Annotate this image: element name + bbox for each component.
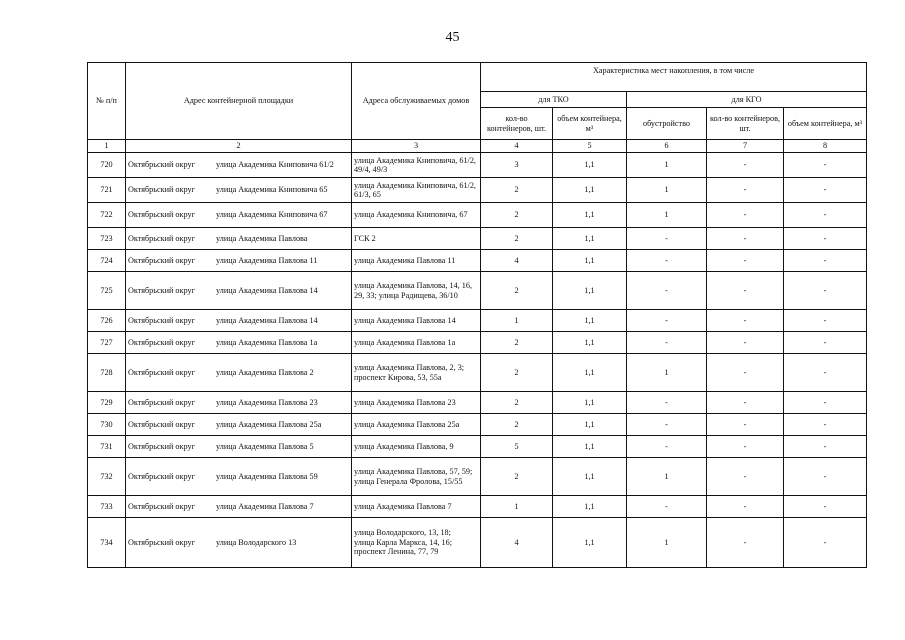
row-number: 733 [88,496,126,518]
address-wrap [128,502,349,511]
container-address [126,203,352,228]
col-number: 8 [784,140,867,153]
tko-volume: 1,1 [553,272,627,310]
tko-volume: 1,1 [553,436,627,458]
served-houses: улица Академика Книповича, 67 [352,203,481,228]
served-houses: улица Академика Павлова 1а [352,332,481,354]
district-label: Октябрьский округ [128,185,195,195]
header-tko: для ТКО [481,92,627,108]
served-houses: улица Академика Павлова 11 [352,250,481,272]
container-address [126,332,352,354]
col-number: 3 [352,140,481,153]
kgo-count: - [707,332,784,354]
kgo-equip: 1 [627,354,707,392]
container-address [126,228,352,250]
kgo-equip: 1 [627,153,707,178]
served-houses: улица Академика Книповича, 61/2, 49/4, 49/3 [352,153,481,178]
kgo-count: - [707,518,784,568]
district-label: Октябрьский округ [128,160,195,170]
kgo-equip: 1 [627,458,707,496]
table-body [88,153,867,568]
kgo-volume: - [784,436,867,458]
kgo-volume: - [784,392,867,414]
tko-count: 1 [481,310,553,332]
street-address: улица Володарского 13 [216,537,297,547]
tko-count: 2 [481,332,553,354]
table-row [88,392,867,414]
tko-volume: 1,1 [553,414,627,436]
tko-volume: 1,1 [553,392,627,414]
kgo-volume: - [784,414,867,436]
kgo-equip: - [627,414,707,436]
header-kgo-equip: обустройство [627,108,707,140]
address-wrap [128,160,349,169]
col-number: 5 [553,140,627,153]
street-address: улица Академика Павлова 14 [216,315,318,325]
table-row [88,332,867,354]
street-address: улица Академика Павлова 7 [216,501,314,511]
served-houses: улица Академика Павлова, 57, 59; улица Генерала Фролова, 15/55 [352,458,481,496]
container-address [126,250,352,272]
table-row [88,436,867,458]
container-address [126,414,352,436]
kgo-equip: - [627,436,707,458]
row-number: 732 [88,458,126,496]
address-wrap [128,368,349,377]
tko-count: 2 [481,458,553,496]
tko-volume: 1,1 [553,310,627,332]
container-address [126,392,352,414]
district-label: Октябрьский округ [128,441,195,451]
street-address: улица Академика Павлова 23 [216,397,318,407]
container-address [126,436,352,458]
container-address [126,458,352,496]
served-houses: улица Академика Павлова 14 [352,310,481,332]
table-row [88,458,867,496]
address-wrap [128,256,349,265]
street-address: улица Академика Павлова 2 [216,367,314,377]
kgo-volume: - [784,332,867,354]
tko-volume: 1,1 [553,332,627,354]
tko-volume: 1,1 [553,178,627,203]
kgo-count: - [707,310,784,332]
district-label: Октябрьский округ [128,501,195,511]
served-houses: улица Академика Книповича, 61/2, 61/3, 65 [352,178,481,203]
col-number: 7 [707,140,784,153]
served-houses: улица Академика Павлова 23 [352,392,481,414]
address-wrap [128,538,349,547]
kgo-count: - [707,272,784,310]
row-number: 734 [88,518,126,568]
address-wrap [128,316,349,325]
tko-volume: 1,1 [553,228,627,250]
container-sites-table [87,62,867,568]
kgo-equip: 1 [627,178,707,203]
kgo-count: - [707,228,784,250]
kgo-equip: - [627,228,707,250]
header-served: Адреса обслуживаемых домов [352,63,481,140]
address-wrap [128,338,349,347]
row-number: 729 [88,392,126,414]
district-label: Октябрьский округ [128,419,195,429]
table-row [88,310,867,332]
kgo-equip: - [627,250,707,272]
street-address: улица Академика Павлова 59 [216,471,318,481]
header-characteristics: Характеристика мест накопления, в том числе [481,63,867,92]
col-number: 1 [88,140,126,153]
table-row [88,414,867,436]
tko-volume: 1,1 [553,153,627,178]
header-address: Адрес контейнерной площадки [126,63,352,140]
tko-count: 4 [481,250,553,272]
row-number: 731 [88,436,126,458]
kgo-equip: - [627,496,707,518]
header-tko-count: кол-во контейнеров, шт. [481,108,553,140]
header-kgo-count: кол-во контейнеров, шт. [707,108,784,140]
kgo-volume: - [784,354,867,392]
kgo-volume: - [784,178,867,203]
tko-count: 2 [481,178,553,203]
kgo-equip: - [627,332,707,354]
tko-volume: 1,1 [553,203,627,228]
address-wrap [128,442,349,451]
container-address [126,518,352,568]
kgo-count: - [707,178,784,203]
served-houses: улица Академика Павлова, 14, 16, 29, 33; улица Радищева, 36/10 [352,272,481,310]
district-label: Октябрьский округ [128,285,195,295]
tko-count: 1 [481,496,553,518]
table-row [88,518,867,568]
tko-count: 2 [481,354,553,392]
address-wrap [128,234,349,243]
col-number: 6 [627,140,707,153]
kgo-volume: - [784,518,867,568]
table-header [88,63,867,153]
district-label: Октябрьский округ [128,397,195,407]
tko-volume: 1,1 [553,458,627,496]
table-row [88,178,867,203]
container-address [126,153,352,178]
district-label: Октябрьский округ [128,210,195,220]
container-address [126,178,352,203]
served-houses: улица Академика Павлова, 2, 3; проспект Кирова, 53, 55а [352,354,481,392]
kgo-count: - [707,250,784,272]
street-address: улица Академика Книповича 65 [216,185,328,195]
tko-count: 2 [481,414,553,436]
street-address: улица Академика Книповича 67 [216,210,328,220]
kgo-volume: - [784,250,867,272]
served-houses: улица Академика Павлова 7 [352,496,481,518]
table-row [88,496,867,518]
kgo-equip: 1 [627,203,707,228]
kgo-equip: - [627,392,707,414]
table-row [88,203,867,228]
tko-count: 2 [481,272,553,310]
container-address [126,354,352,392]
address-wrap [128,398,349,407]
address-wrap [128,185,349,194]
address-wrap [128,472,349,481]
kgo-count: - [707,436,784,458]
kgo-count: - [707,392,784,414]
district-label: Октябрьский округ [128,233,195,243]
tko-count: 2 [481,203,553,228]
kgo-volume: - [784,228,867,250]
table-row [88,250,867,272]
address-wrap [128,210,349,219]
kgo-count: - [707,458,784,496]
street-address: улица Академика Книповича 61/2 [216,160,334,170]
street-address: улица Академика Павлова [216,233,308,243]
row-number: 724 [88,250,126,272]
kgo-count: - [707,354,784,392]
kgo-count: - [707,496,784,518]
kgo-count: - [707,153,784,178]
street-address: улица Академика Павлова 1а [216,337,318,347]
tko-volume: 1,1 [553,250,627,272]
page-number: 45 [445,30,460,45]
table-row [88,153,867,178]
tko-count: 4 [481,518,553,568]
address-wrap [128,286,349,295]
container-address [126,310,352,332]
street-address: улица Академика Павлова 11 [216,255,318,265]
header-tko-volume: объем контейнера, м³ [553,108,627,140]
tko-volume: 1,1 [553,496,627,518]
column-number-row [88,140,867,153]
kgo-count: - [707,203,784,228]
served-houses: улица Академика Павлова 25а [352,414,481,436]
kgo-volume: - [784,203,867,228]
kgo-volume: - [784,310,867,332]
address-wrap [128,420,349,429]
row-number: 726 [88,310,126,332]
row-number: 730 [88,414,126,436]
district-label: Октябрьский округ [128,367,195,377]
container-address [126,496,352,518]
kgo-volume: - [784,458,867,496]
header-kgo-volume: объем контейнера, м³ [784,108,867,140]
col-number: 2 [126,140,352,153]
row-number: 720 [88,153,126,178]
header-kgo: для КГО [627,92,867,108]
kgo-count: - [707,414,784,436]
tko-count: 3 [481,153,553,178]
served-houses: улица Володарского, 13, 18; улица Карла Маркса, 14, 16; проспект Ленина, 77, 79 [352,518,481,568]
kgo-volume: - [784,496,867,518]
served-houses: ГСК 2 [352,228,481,250]
row-number: 721 [88,178,126,203]
tko-count: 2 [481,228,553,250]
kgo-volume: - [784,272,867,310]
table-row [88,272,867,310]
kgo-equip: - [627,310,707,332]
tko-volume: 1,1 [553,354,627,392]
served-houses: улица Академика Павлова, 9 [352,436,481,458]
row-number: 722 [88,203,126,228]
tko-count: 2 [481,392,553,414]
tko-volume: 1,1 [553,518,627,568]
district-label: Октябрьский округ [128,315,195,325]
table-row [88,354,867,392]
street-address: улица Академика Павлова 25а [216,419,322,429]
container-address [126,272,352,310]
row-number: 725 [88,272,126,310]
kgo-equip: 1 [627,518,707,568]
district-label: Октябрьский округ [128,255,195,265]
header-num: № п/п [88,63,126,140]
row-number: 727 [88,332,126,354]
kgo-volume: - [784,153,867,178]
table-row [88,228,867,250]
row-number: 728 [88,354,126,392]
district-label: Октябрьский округ [128,337,195,347]
street-address: улица Академика Павлова 14 [216,285,318,295]
row-number: 723 [88,228,126,250]
col-number: 4 [481,140,553,153]
district-label: Октябрьский округ [128,537,195,547]
kgo-equip: - [627,272,707,310]
tko-count: 5 [481,436,553,458]
street-address: улица Академика Павлова 5 [216,441,314,451]
district-label: Октябрьский округ [128,471,195,481]
